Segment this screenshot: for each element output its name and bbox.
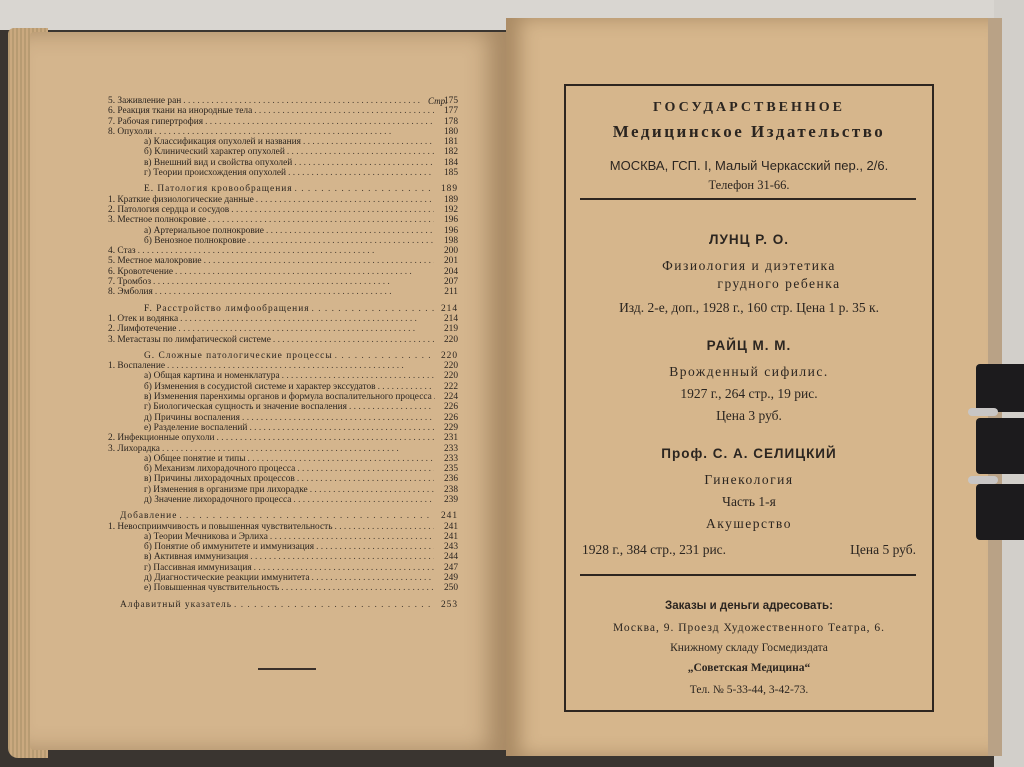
toc-page-number: 196: [443, 225, 458, 236]
toc-entry: [108, 226, 458, 236]
toc-entry-title: а) Теории Мечникова и Эрлиха: [144, 531, 268, 542]
publisher-advert-frame: [564, 84, 934, 712]
publisher-line1: ГОСУДАРСТВЕННОЕ: [653, 100, 845, 115]
toc-entry: [108, 267, 458, 277]
toc-page-number: 253: [440, 599, 458, 610]
toc-entry-title: Алфавитный указатель: [120, 599, 232, 610]
toc-entry-title: 5. Местное малокровие: [108, 256, 202, 267]
toc-entry-title: в) Внешний вид и свойства опухолей: [144, 157, 293, 168]
toc-entry-title: 6. Реакция ткани на инородные тела: [108, 106, 253, 117]
toc-page-number: 229: [443, 422, 458, 433]
toc-leader-dots: [312, 573, 434, 583]
book2-title: Врожденный сифилис.: [669, 364, 829, 379]
toc-entry-title: 1. Отек и водянка: [108, 313, 179, 324]
toc-section-heading: [108, 511, 458, 521]
toc-entry-title: 1. Воспаление: [108, 361, 166, 372]
toc-entry-title: е) Разделение воспалений: [144, 422, 248, 433]
toc-leader-dots: [270, 532, 434, 542]
toc-leader-dots: [335, 522, 435, 532]
toc-entry-title: в) Причины лихорадочных процессов: [144, 474, 295, 485]
toc-section-heading: [108, 184, 458, 194]
toc-page-number: 189: [440, 184, 458, 195]
toc-leader-dots: [254, 563, 434, 573]
book2-details: 1927 г., 264 стр., 19 рис.: [680, 386, 818, 401]
publisher-phone: Телефон 31-66.: [708, 178, 790, 192]
toc-leader-dots: [293, 495, 434, 505]
toc-entry-title: G. Сложные патологические процессы: [144, 350, 333, 361]
toc-page-number: 207: [443, 277, 458, 288]
toc-entry-title: 6. Кровотечение: [108, 266, 174, 277]
toc-entry-title: б) Понятие об иммунитете и иммунизация: [144, 542, 315, 553]
toc-entry-title: е) Повышенная чувствительность: [144, 583, 280, 594]
toc-entry: [108, 542, 458, 552]
toc-leader-dots: [180, 314, 434, 324]
toc-page-number: 243: [443, 542, 458, 553]
toc-page-number: 236: [443, 474, 458, 485]
toc-entry-title: 3. Лихорадка: [108, 443, 160, 454]
toc-entry: [108, 324, 458, 334]
orders-phone: Тел. № 5-33-44, 3-42-73.: [689, 684, 809, 696]
toc-leader-dots: [294, 158, 434, 168]
toc-page-number: 182: [443, 147, 458, 158]
toc-leader-dots: [297, 474, 434, 484]
toc-entry-title: б) Клинический характер опухолей: [144, 147, 285, 158]
toc-entry: [108, 236, 458, 246]
closing-rule: [258, 668, 316, 670]
toc-entry: [108, 552, 458, 562]
toc-leader-dots: [242, 413, 434, 423]
book1-title-line1: Физиология и диэтетика: [662, 258, 836, 273]
toc-leader-dots: [178, 324, 434, 334]
toc-entry: [108, 532, 458, 542]
toc-page-number: 233: [443, 453, 458, 464]
book1-title-line2: грудного ребенка: [717, 276, 841, 291]
book3-details: 1928 г., 384 стр., 231 рис.: [582, 542, 727, 557]
toc-page-number: 241: [440, 511, 458, 522]
toc-leader-dots: [312, 304, 434, 314]
book3-info-row: [582, 542, 916, 558]
toc-page-number: 198: [443, 235, 458, 246]
toc-entry: [108, 382, 458, 392]
toc-leader-dots: [208, 215, 434, 225]
toc-leader-dots: [287, 147, 434, 157]
toc-entry-title: г) Пассивная иммунизация: [144, 562, 252, 573]
toc-entry: [108, 147, 458, 157]
toc-page-number: 211: [444, 287, 458, 298]
toc-page-number: 226: [443, 402, 458, 413]
toc-entry: [108, 522, 458, 532]
toc-leader-dots: [154, 127, 434, 137]
toc-entry-title: а) Классификация опухолей и названия: [144, 137, 301, 148]
orders-publisher: „Советская Медицина“: [687, 662, 811, 674]
book1-author: ЛУНЦ Р. О.: [709, 232, 789, 247]
toc-page-number: 184: [443, 157, 458, 168]
toc-entry: [108, 413, 458, 423]
toc-leader-dots: [282, 371, 434, 381]
toc-page-number: 241: [443, 531, 458, 542]
toc-leader-dots: [303, 137, 434, 147]
toc-page-number: 224: [443, 392, 458, 403]
toc-entry: [108, 137, 458, 147]
toc-page-number: 178: [443, 116, 458, 127]
toc-page-number: 238: [443, 484, 458, 495]
toc-leader-dots: [295, 184, 434, 194]
toc-entry-title: 1. Краткие физиологические данные: [108, 194, 254, 205]
toc-leader-dots: [234, 600, 434, 610]
book3-author: Проф. С. А. СЕЛИЦКИЙ: [661, 446, 837, 461]
toc-leader-dots: [254, 106, 434, 116]
toc-page-number: 201: [443, 256, 458, 267]
toc-entry: [108, 117, 458, 127]
toc-leader-dots: [248, 454, 435, 464]
toc-leader-dots: [138, 246, 434, 256]
toc-page-number: 233: [443, 443, 458, 454]
toc-entry: [108, 402, 458, 412]
toc-entry: [108, 195, 458, 205]
toc-leader-dots: [310, 485, 434, 495]
toc-leader-dots: [155, 287, 434, 297]
toc-page-number: 239: [443, 494, 458, 505]
toc-entry-title: 2. Патология сердца и сосудов: [108, 204, 230, 215]
toc-leader-dots: [256, 195, 434, 205]
toc-entry: [108, 158, 458, 168]
toc-page-number: 231: [443, 433, 458, 444]
toc-entry-title: а) Артериальное полнокровие: [144, 225, 264, 236]
toc-leader-dots: [162, 444, 434, 454]
publisher-address: МОСКВА, ГСП. I, Малый Черкасский пер., 2/6.: [609, 158, 889, 173]
toc-page-number: 249: [443, 573, 458, 584]
toc-leader-dots: [183, 96, 434, 106]
toc-entry-title: 8. Эмболия: [108, 287, 153, 298]
toc-entry: [108, 454, 458, 464]
toc-entry-title: б) Венозное полнокровие: [144, 235, 246, 246]
toc-page-number: 220: [440, 350, 458, 361]
toc-entry: [108, 287, 458, 297]
toc-page-number: 226: [443, 412, 458, 423]
toc-page-number: 250: [443, 583, 458, 594]
book3-subtitle: Акушерство: [706, 516, 792, 531]
toc-leader-dots: [179, 511, 434, 521]
toc-page-number: 196: [443, 215, 458, 226]
divider-rule: [580, 198, 916, 200]
book2-price: Цена 3 руб.: [716, 408, 782, 423]
toc-leader-dots: [273, 335, 434, 345]
toc-entry-title: 2. Инфекционные опухоли: [108, 433, 215, 444]
toc-entry-title: а) Общее понятие и типы: [144, 453, 246, 464]
toc-leader-dots: [335, 351, 434, 361]
book3-price: Цена 5 руб.: [850, 542, 916, 557]
toc-leader-dots: [153, 277, 434, 287]
toc-page-number: 247: [443, 562, 458, 573]
toc-entry-title: 1. Невосприимчивость и повышенная чувствительность: [108, 521, 333, 532]
toc-entry: [108, 433, 458, 443]
toc-entry-title: Добавление: [120, 511, 178, 522]
toc-entry-title: в) Изменения паренхимы органов и формула воспалительного процесса: [144, 392, 432, 403]
toc-entry-title: г) Изменения в организме при лихорадке: [144, 484, 308, 495]
table-of-contents: [108, 96, 458, 610]
toc-page-number: 235: [443, 464, 458, 475]
toc-page-number: 192: [443, 204, 458, 215]
binder-clip: [968, 364, 1024, 540]
toc-section-heading: [108, 351, 458, 361]
toc-entry: [108, 314, 458, 324]
toc-entry: [108, 583, 458, 593]
toc-page-number: 222: [443, 381, 458, 392]
toc-page-number: 219: [443, 324, 458, 335]
toc-entry-title: б) Механизм лихорадочного процесса: [144, 464, 296, 475]
toc-leader-dots: [217, 433, 435, 443]
toc-entry-title: г) Биологическая сущность и значение воспаления: [144, 402, 347, 413]
book2-author: РАЙЦ М. М.: [706, 338, 792, 353]
toc-page-number: 185: [443, 168, 458, 179]
toc-leader-dots: [349, 402, 434, 412]
toc-entry-title: 7. Рабочая гипертрофия: [108, 116, 204, 127]
toc-entry-title: 3. Метастазы по лимфатической системе: [108, 334, 271, 345]
toc-page-number: 177: [443, 106, 458, 117]
book3-title: Гинекология: [704, 472, 794, 487]
toc-leader-dots: [281, 583, 434, 593]
toc-leader-dots: [231, 205, 434, 215]
toc-entry-title: 2. Лимфотечение: [108, 324, 177, 335]
toc-page-number: 175: [443, 96, 458, 106]
toc-leader-dots: [248, 236, 434, 246]
toc-entry-title: 4. Стаз: [108, 246, 136, 257]
toc-entry: [108, 106, 458, 116]
toc-entry: [108, 392, 458, 402]
toc-entry: [108, 361, 458, 371]
toc-page-number: 180: [443, 126, 458, 137]
toc-leader-dots: [205, 117, 434, 127]
toc-entry: [108, 444, 458, 454]
toc-entry-title: д) Причины воспаления: [144, 412, 240, 423]
orders-header: Заказы и деньги адресовать:: [665, 600, 833, 612]
toc-leader-dots: [175, 267, 434, 277]
toc-entry: [108, 205, 458, 215]
toc-entry-title: г) Теории происхождения опухолей: [144, 168, 287, 179]
toc-page-number: 244: [443, 552, 458, 563]
toc-entry-title: 7. Тромбоз: [108, 277, 152, 288]
toc-entry-title: д) Значение лихорадочного процесса: [144, 494, 292, 505]
toc-entry-title: д) Диагностические реакции иммунитета: [144, 573, 310, 584]
toc-page-number: 214: [440, 303, 458, 314]
toc-page-number: 204: [443, 266, 458, 277]
toc-entry: [108, 168, 458, 178]
publisher-line2: Медицинское Издательство: [612, 122, 886, 141]
toc-entry: [108, 277, 458, 287]
toc-entry: [108, 573, 458, 583]
toc-leader-dots: [266, 226, 434, 236]
toc-page-number: 189: [443, 194, 458, 205]
toc-section-heading: [108, 304, 458, 314]
toc-entry: [108, 563, 458, 573]
toc-entry-title: 3. Местное полнокровие: [108, 215, 207, 226]
toc-page-number: 241: [443, 521, 458, 532]
book1-details: Изд. 2-е, доп., 1928 г., 160 стр. Цена 1 р. 35 к.: [619, 300, 879, 315]
toc-entry: [108, 96, 458, 106]
divider-rule: [580, 574, 916, 576]
toc-page-number: 220: [443, 334, 458, 345]
toc-entry-title: в) Активная иммунизация: [144, 552, 249, 563]
toc-leader-dots: [249, 423, 434, 433]
toc-entry: [108, 246, 458, 256]
toc-entry: [108, 485, 458, 495]
toc-entry: [108, 335, 458, 345]
toc-entry-title: E. Патология кровообращения: [144, 184, 293, 195]
toc-entry: [108, 464, 458, 474]
orders-address: Москва, 9. Проезд Художественного Театра, 6.: [612, 622, 886, 634]
toc-entry: [108, 474, 458, 484]
toc-entry-title: F. Расстройство лимфообращения: [144, 303, 310, 314]
toc-leader-dots: [167, 361, 434, 371]
toc-page-number: 181: [443, 137, 458, 148]
toc-entry: [108, 256, 458, 266]
orders-recipient: Книжному складу Госмедиздата: [670, 642, 828, 654]
toc-leader-dots: [297, 464, 434, 474]
book3-part: Часть 1-я: [722, 494, 776, 509]
toc-entry-title: 8. Опухоли: [108, 126, 153, 137]
toc-entry: [108, 495, 458, 505]
toc-entry-title: 5. Заживление ран: [108, 96, 182, 106]
toc-leader-dots: [204, 256, 434, 266]
toc-page-number: 200: [443, 246, 458, 257]
page-column-label: Стр.: [428, 96, 448, 106]
toc-entry: [108, 215, 458, 225]
toc-entry: [108, 423, 458, 433]
toc-page-number: 220: [443, 361, 458, 372]
toc-leader-dots: [316, 542, 434, 552]
toc-section-heading: [108, 600, 458, 610]
toc-leader-dots: [288, 168, 434, 178]
toc-leader-dots: [250, 552, 434, 562]
toc-entry-title: а) Общая картина и номенклатура: [144, 371, 280, 382]
toc-entry-title: б) Изменения в сосудистой системе и характер экссудатов: [144, 381, 376, 392]
toc-entry: [108, 371, 458, 381]
toc-page-number: 214: [443, 313, 458, 324]
toc-leader-dots: [378, 382, 434, 392]
toc-page-number: 220: [443, 371, 458, 382]
toc-entry: [108, 127, 458, 137]
